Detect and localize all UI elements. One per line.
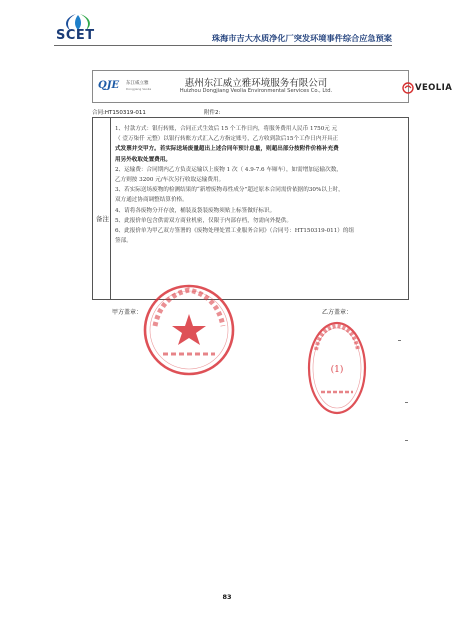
remark-label: 备注 bbox=[96, 215, 109, 223]
terms-body bbox=[115, 124, 405, 246]
party-a-red-seal bbox=[141, 282, 237, 378]
veolia-mark-icon bbox=[402, 82, 414, 94]
veolia-text: VEOLIA bbox=[415, 83, 453, 93]
terms-line: 3、若实际送场废物的检测结果的“新增废物毒性成分”超过原本合同需价依据的30%以上时， bbox=[115, 187, 344, 194]
terms-line: 1、付款方式：银行转账，合同正式生效后 15 个工作日内，将服务费用人民币 1750元 元 bbox=[115, 126, 338, 132]
qje-cn-label: 东江威立雅 bbox=[126, 81, 149, 86]
qje-logo bbox=[98, 80, 154, 94]
terms-line: 式发票并交甲方。若实际送场废量超出上述合同年预计总量，则超出部分按附件价格补充费 bbox=[115, 146, 339, 153]
qje-en-label: Dongjiang Veolia bbox=[126, 87, 152, 91]
contract-number: 合同:HT150319-011 bbox=[92, 110, 146, 116]
page-number: 83 bbox=[222, 593, 232, 601]
terms-line: 6、此报价单为甲乙双方签署的《废物处理处置工业服务合同》（合同号：HT150319-011）的组 bbox=[115, 228, 355, 235]
party-a-seal-label: 甲方盖章： bbox=[112, 309, 143, 316]
company-name-en: Huizhou Dongjiang Veolia Environmental Services Co., Ltd. bbox=[179, 88, 333, 94]
terms-line: 2、运输费：合同期内乙方负责运输以上废物 1 次（ 4.9-7.6 车厢车），如需增加运输次数， bbox=[115, 166, 342, 173]
terms-line: 签部。 bbox=[115, 238, 132, 245]
terms-line: 5、此报价单包含供需双方商业机密，仅限于内部存档，勿需向外提供。 bbox=[115, 217, 292, 224]
terms-line: 乙方则按 3200 元/车次另行收取运输费用。 bbox=[115, 177, 225, 184]
terms-line: 用另外收取处置费用。 bbox=[115, 156, 171, 163]
logo-text: SCET bbox=[56, 28, 95, 43]
terms-table bbox=[92, 117, 409, 300]
header-divider bbox=[54, 45, 392, 46]
attachment-label: 附件2: bbox=[204, 110, 221, 116]
page-header-title: 珠海市吉大水质净化厂突发环境事件综合应急预案 bbox=[211, 33, 392, 43]
scan-mark bbox=[398, 340, 401, 341]
scan-mark bbox=[405, 402, 408, 403]
terms-label-column bbox=[93, 118, 111, 299]
qje-mark: QJE bbox=[98, 80, 120, 91]
party-b-red-seal bbox=[306, 320, 368, 416]
terms-line: 4、请将各废物分开存放，桶装及袋装废物须贴上标签做好标识。 bbox=[115, 207, 276, 214]
svg-text:(1): (1) bbox=[330, 365, 344, 375]
terms-line: 双方通过协商调整结算价格。 bbox=[115, 197, 188, 204]
company-name-cn: 惠州东江威立雅环境服务有限公司 bbox=[184, 78, 328, 89]
party-b-seal-label: 乙方盖章： bbox=[322, 309, 353, 316]
scanned-document bbox=[92, 70, 453, 360]
company-header-box bbox=[92, 70, 453, 103]
scan-mark bbox=[405, 440, 408, 441]
terms-line: （ 壹万柒仟 元整）以银行转账方式汇入乙方指定账号，乙方收到款后15个工作日内开具正 bbox=[115, 136, 339, 143]
